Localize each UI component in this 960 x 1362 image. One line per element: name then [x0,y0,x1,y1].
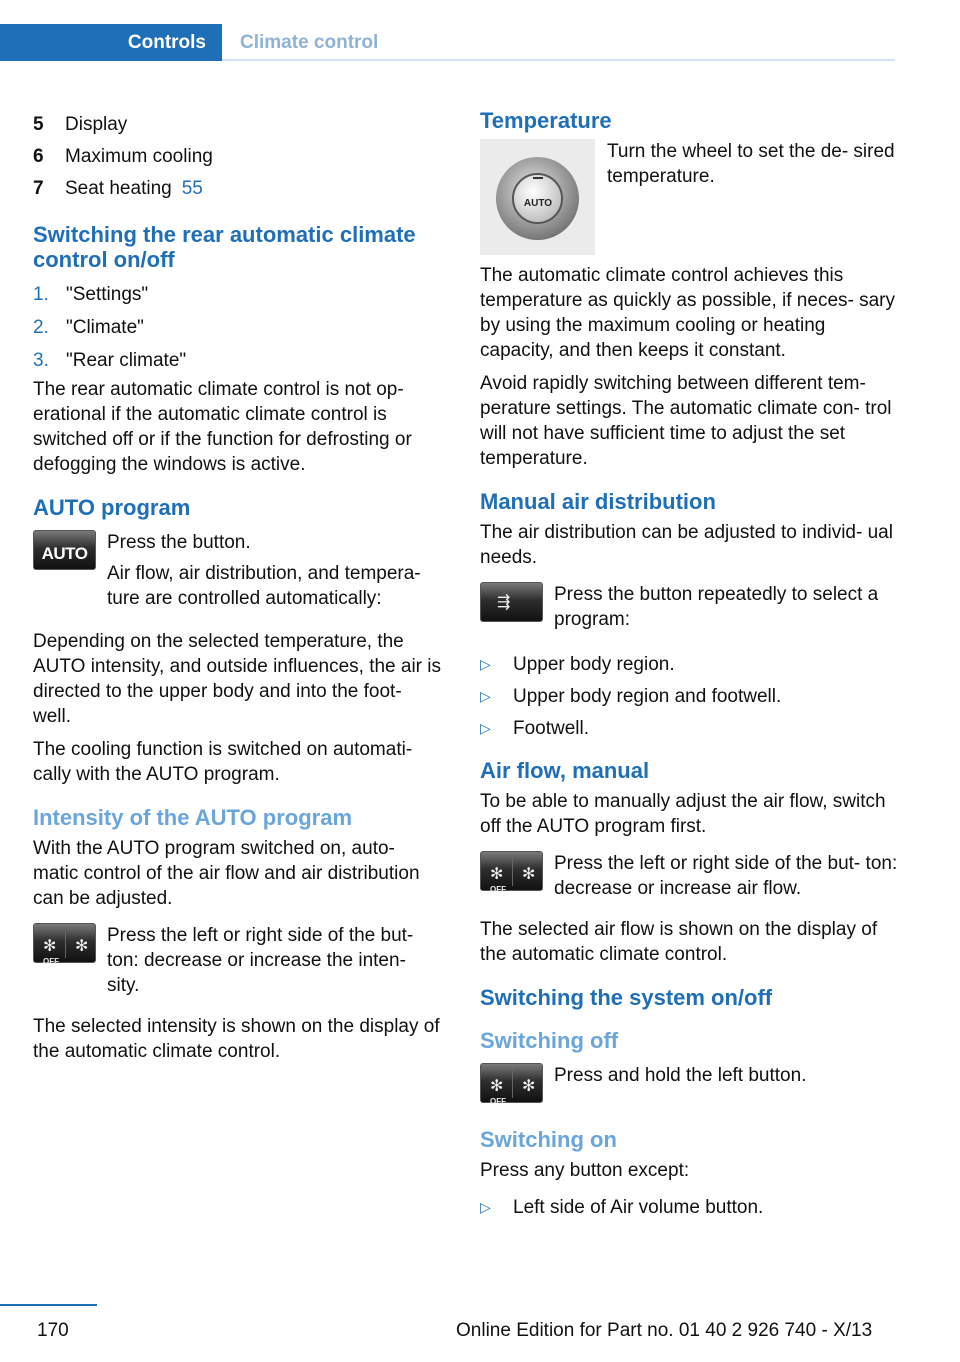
off-label: OFF [43,957,59,966]
rear-steps-list [33,278,443,377]
item-number: 7 [33,177,44,199]
temperature-knob-image [480,139,595,255]
button-divider [512,1070,513,1098]
switching-off-heading: Switching off [480,1028,619,1053]
exception-label: Left side of Air volume button. [513,1196,764,1218]
fan-small-icon: ✻ [490,1078,504,1095]
step-label: "Settings" [66,284,149,305]
manual-air-heading: Manual air distribution [480,489,716,514]
auto-cooling-text: The cooling function is switched on automati‐ cally with the AUTO program. [33,739,413,785]
step-number: 3. [33,350,49,371]
page-number: 170 [37,1320,69,1341]
auto-depend-text: Depending on the selected temperature, the AUTO intensity, and outside influences, the air is directed to the upper body and into the foot‐ well. [33,631,442,727]
program-label: Upper body region and footwell. [513,685,782,707]
list-item [33,311,443,344]
page-reference-link[interactable]: 55 [181,177,203,199]
header-tabs [0,24,895,62]
manual-air-text: The air distribution can be adjusted to individ‐ ual needs. [480,522,893,568]
off-label: OFF [490,885,506,894]
list-item [480,648,898,680]
item-label: Seat heating [65,177,172,199]
right-column [480,108,898,1229]
switch-off-text: Press and hold the left button. [554,1065,807,1086]
temperature-text-2: Avoid rapidly switching between different tem‐ perature settings. The automatic climate con‐ trol will not have sufficient time to adjust the set temperature. [480,373,892,469]
auto-button-label: AUTO [41,544,88,563]
footer-rule [0,1304,97,1306]
tab-climate-control[interactable]: Climate control [240,32,379,53]
seat-airflow-icon: ⇶ [497,594,511,611]
tab-divider [222,59,895,61]
auto-button-icon [33,530,96,570]
program-label: Upper body region. [513,653,675,675]
list-item [480,680,898,712]
left-column [33,108,443,1072]
auto-description: Air flow, air distribution, and tempera‐ ture are controlled automatically: [107,563,421,609]
fan-button-icon [33,923,96,966]
intensity-heading: Intensity of the AUTO program [33,805,353,830]
minus-icon [533,177,543,179]
item-label: Maximum cooling [65,145,213,167]
auto-program-heading: AUTO program [33,495,191,520]
item-number: 5 [33,113,44,135]
airflow-press-text: Press the left or right side of the but‐ ton: decrease or increase air flow. [554,853,898,899]
switch-on-text: Press any button except: [480,1160,690,1181]
airflow-button-row [480,847,898,909]
auto-button-row [33,526,443,619]
list-item [33,344,443,377]
temperature-knob-row [480,131,898,259]
off-label: OFF [490,1097,506,1106]
fan-button-icon [480,1063,543,1106]
auto-button-text [107,526,443,619]
intensity-button-row [33,919,443,1006]
fan-large-icon: ✻ [75,938,89,955]
step-label: "Rear climate" [66,350,187,371]
switching-on-heading: Switching on [480,1127,617,1152]
fan-small-icon: ✻ [43,938,57,955]
step-number: 2. [33,317,49,338]
triangle-bullet-icon: ▷ [480,655,491,672]
triangle-bullet-icon: ▷ [480,687,491,704]
airflow-text: To be able to manually adjust the air flow, switch off the AUTO program first. [480,791,886,837]
fan-large-icon: ✻ [522,1078,536,1095]
distribution-button-row [480,578,898,640]
list-item [480,712,898,744]
list-item [33,108,443,140]
manual-press-text: Press the button repeatedly to select a program: [554,584,879,630]
list-item [33,140,443,172]
rear-climate-text: The rear automatic climate control is not op‐ erational if the automatic climate control is switched off or if the function for defrosting or defogging the windows is active. [33,379,412,475]
fan-large-icon: ✻ [522,866,536,883]
temperature-text-1: The automatic climate control achieves this temperature as quickly as possible, if neces‐ sary by using the maximum cooling or heating capacity, and then keeps it constant. [480,265,896,361]
programs-list [480,648,898,744]
page-footer [0,1300,960,1362]
triangle-bullet-icon: ▷ [480,1198,491,1215]
tab-controls[interactable]: Controls [0,24,222,61]
button-divider [512,858,513,886]
item-number: 6 [33,145,44,167]
fan-small-icon: ✻ [490,866,504,883]
airflow-display-text: The selected air flow is shown on the display of the automatic climate control. [480,919,878,965]
edition-text: Online Edition for Part no. 01 40 2 926 740 - X/13 [456,1320,873,1341]
triangle-bullet-icon: ▷ [480,719,491,736]
knob-auto-label: AUTO [523,198,553,209]
button-divider [65,930,66,958]
legend-list [33,108,443,204]
list-item [33,172,443,204]
list-item [480,1191,898,1223]
air-distribution-button-icon [480,582,543,622]
program-label: Footwell. [513,717,590,739]
airflow-heading: Air flow, manual [480,758,650,783]
temperature-heading: Temperature [480,108,612,133]
step-label: "Climate" [66,317,144,338]
fan-button-icon [480,851,543,894]
temperature-wheel-text: Turn the wheel to set the de‐ sired temperature. [607,141,895,187]
switch-off-button-row [480,1059,898,1107]
list-item [33,278,443,311]
intensity-press-text: Press the left or right side of the but‐ ton: decrease or increase the inten‐ sity. [107,925,414,996]
intensity-text: With the AUTO program switched on, auto‐ matic control of the air flow and air distribution can be adjusted. [33,838,420,909]
step-number: 1. [33,284,49,305]
auto-press-text: Press the button. [107,532,251,553]
rear-climate-heading: Switching the rear automatic climate control on/off [33,222,416,272]
item-label: Display [65,113,128,135]
exceptions-list [480,1191,898,1223]
system-onoff-heading: Switching the system on/off [480,985,773,1010]
intensity-display-text: The selected intensity is shown on the display of the automatic climate control. [33,1016,440,1062]
